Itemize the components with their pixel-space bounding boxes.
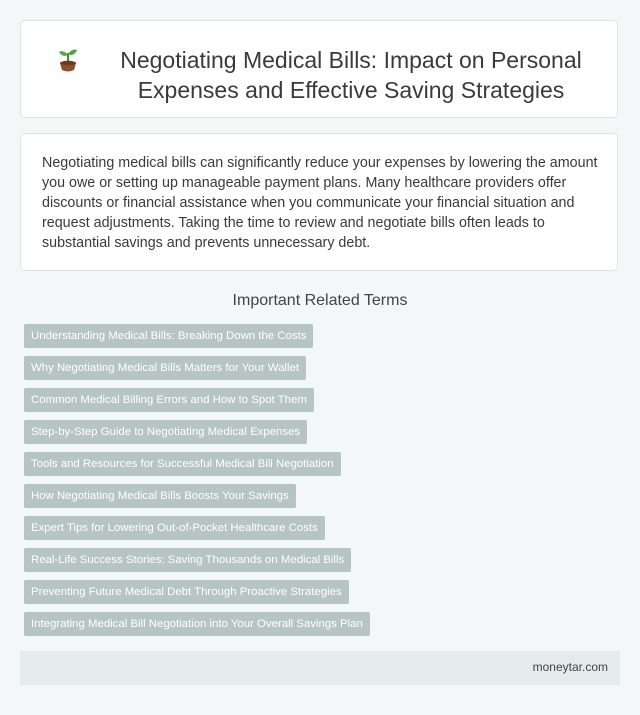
term-tag[interactable]: How Negotiating Medical Bills Boosts Your Savings bbox=[24, 484, 296, 508]
page-title: Negotiating Medical Bills: Impact on Personal Expenses and Effective Saving Strategies bbox=[120, 47, 582, 103]
term-tag[interactable]: Preventing Future Medical Debt Through Proactive Strategies bbox=[24, 580, 349, 604]
term-tag[interactable]: Common Medical Billing Errors and How to Spot Them bbox=[24, 388, 314, 412]
term-tag[interactable]: Step-by-Step Guide to Negotiating Medical Expenses bbox=[24, 420, 307, 444]
term-tag[interactable]: Integrating Medical Bill Negotiation into Your Overall Savings Plan bbox=[24, 612, 370, 636]
related-terms-heading: Important Related Terms bbox=[232, 292, 408, 309]
term-tag[interactable]: Understanding Medical Bills: Breaking Down the Costs bbox=[24, 324, 313, 348]
intro-card bbox=[20, 133, 618, 271]
intro-paragraph: Negotiating medical bills can significantly reduce your expenses by lowering the amount you owe or setting up manageable payment plans. Many healthcare providers offer discounts or financial assistance when you communicate your financial situation and request adjustments. Taking the time to review and negotiate bills often leads to substantial savings and prevents unnecessary debt. bbox=[42, 155, 598, 251]
term-tag[interactable]: Real-Life Success Stories: Saving Thousands on Medical Bills bbox=[24, 548, 351, 572]
term-tag[interactable]: Why Negotiating Medical Bills Matters for Your Wallet bbox=[24, 356, 306, 380]
term-tag[interactable]: Expert Tips for Lowering Out-of-Pocket Healthcare Costs bbox=[24, 516, 325, 540]
footer-bar bbox=[20, 651, 620, 685]
title-card bbox=[20, 20, 618, 118]
related-terms-list bbox=[24, 324, 370, 644]
site-name[interactable]: moneytar.com bbox=[532, 660, 608, 674]
term-tag[interactable]: Tools and Resources for Successful Medical Bill Negotiation bbox=[24, 452, 341, 476]
sprout-icon bbox=[57, 47, 79, 73]
